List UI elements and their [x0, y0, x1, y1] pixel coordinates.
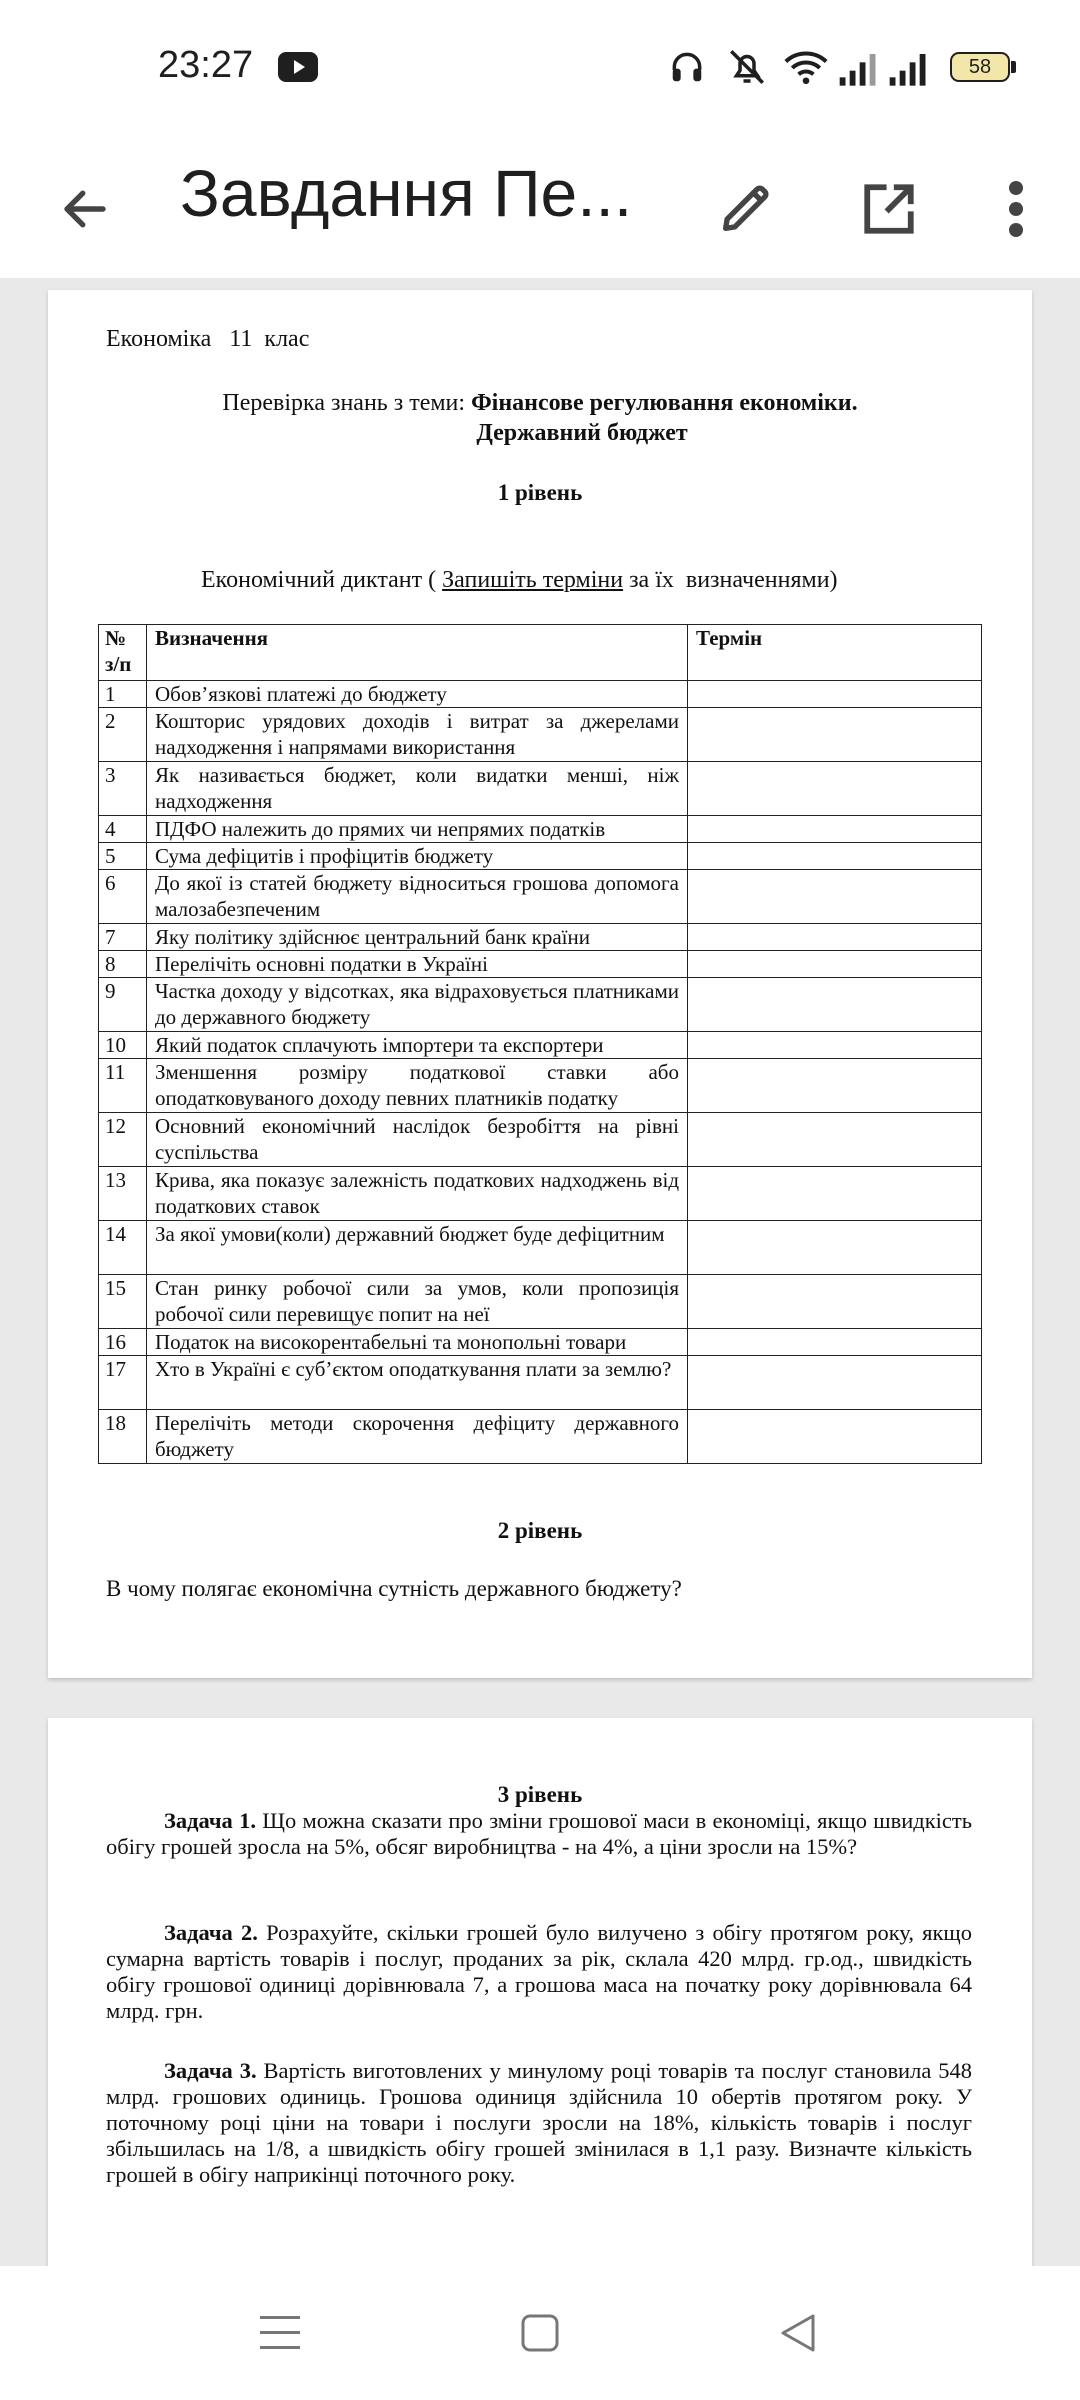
recent-apps-button[interactable] — [230, 2288, 330, 2378]
row-number: 17 — [99, 1356, 147, 1410]
table-row — [99, 1275, 982, 1329]
table-row — [99, 1221, 982, 1275]
level1-heading: 1 рівень — [497, 480, 583, 505]
row-term-cell — [688, 816, 982, 843]
row-number: 16 — [99, 1329, 147, 1356]
row-number: 18 — [99, 1410, 147, 1464]
signal-icon-1 — [838, 52, 878, 86]
level3-heading: 3 рівень — [497, 1782, 583, 1807]
row-term-cell — [688, 1032, 982, 1059]
row-term-cell — [688, 708, 982, 762]
open-external-button[interactable] — [844, 164, 934, 254]
level2-question: В чому полягає економічна сутність державного бюджету? — [106, 1576, 682, 1601]
task-2 — [106, 1920, 972, 2024]
table-row — [99, 708, 982, 762]
row-number: 4 — [99, 816, 147, 843]
row-number: 13 — [99, 1167, 147, 1221]
app-bar — [0, 130, 1080, 278]
row-term-cell — [688, 1275, 982, 1329]
status-bar — [0, 0, 1080, 130]
square-home-icon — [521, 2314, 559, 2352]
status-time: 23:27 — [158, 44, 254, 86]
row-definition: Частка доходу у відсотках, яка відраховується платниками до державного бюджету — [147, 978, 688, 1032]
table-row — [99, 1329, 982, 1356]
table-row — [99, 681, 982, 708]
col-num-header: № з/п — [99, 625, 147, 681]
back-nav-button[interactable] — [748, 2288, 848, 2378]
table-row — [99, 843, 982, 870]
row-term-cell — [688, 870, 982, 924]
task3-text: Вартість виготовлених у минулому році товарів та послуг становила 548 млрд. грошових одиниць. Грошова одиниця здійснила 10 обертів протягом року. У поточному році ціни на товари і послуги зросли на 18%, кількість товарів і послуг збільшилась на 1/8, а швидкість обігу грошей змінилася в 1,1 разу. Визначте кількість грошей в обігу наприкінці поточного року. — [106, 2058, 972, 2187]
table-row — [99, 951, 982, 978]
row-number: 15 — [99, 1275, 147, 1329]
silent-bell-icon — [726, 46, 768, 88]
row-definition: Зменшення розміру податкової ставки або оподатковуваного доходу певних платників податку — [147, 1059, 688, 1113]
row-number: 5 — [99, 843, 147, 870]
table-row — [99, 1167, 982, 1221]
row-definition: До якої із статей бюджету відноситься грошова допомога малозабезпеченим — [147, 870, 688, 924]
task2-text: Розрахуйте, скільки грошей було вилучено з обігу протягом року, якщо сумарна вартість товарів і послуг, проданих за рік, склала 420 млрд. гр.од., швидкість обігу грошової одиниці дорівнювала 7, а грошова маса на початку року дорівнювала 64 млрд. грн. — [106, 1920, 973, 2023]
row-term-cell — [688, 1113, 982, 1167]
doc-topic — [48, 388, 1032, 448]
row-number: 14 — [99, 1221, 147, 1275]
triangle-back-icon — [780, 2313, 816, 2353]
doc-header: Економіка 11 клас — [106, 326, 310, 352]
row-number: 11 — [99, 1059, 147, 1113]
more-vert-icon — [1006, 181, 1026, 237]
battery-icon — [950, 52, 1010, 82]
wifi-icon — [784, 48, 828, 86]
row-definition: Яку політику здійснює центральний банк країни — [147, 924, 688, 951]
table-row — [99, 762, 982, 816]
row-definition: Обов’язкові платежі до бюджету — [147, 681, 688, 708]
table-row — [99, 978, 982, 1032]
row-definition: Як називається бюджет, коли видатки менші, ніж надходження — [147, 762, 688, 816]
row-number: 1 — [99, 681, 147, 708]
menu-lines-icon — [260, 2314, 300, 2352]
row-number: 12 — [99, 1113, 147, 1167]
dictation-prefix: Економічний диктант ( — [201, 567, 443, 593]
row-term-cell — [688, 1329, 982, 1356]
back-arrow-icon — [58, 182, 112, 236]
task3-label: Задача 3. — [164, 2058, 257, 2083]
table-row — [99, 1113, 982, 1167]
battery-level: 58 — [968, 56, 992, 78]
row-number: 3 — [99, 762, 147, 816]
table-row — [99, 816, 982, 843]
table-row — [99, 924, 982, 951]
more-options-button[interactable] — [986, 164, 1046, 254]
topic-line2: Державний бюджет — [476, 420, 688, 446]
document-viewer[interactable] — [0, 278, 1080, 2266]
back-button[interactable] — [40, 164, 130, 254]
table-row — [99, 1032, 982, 1059]
col-definition-header: Визначення — [147, 625, 688, 681]
table-row — [99, 1356, 982, 1410]
pencil-icon — [716, 180, 774, 238]
table-row — [99, 1059, 982, 1113]
row-term-cell — [688, 1221, 982, 1275]
table-row — [99, 870, 982, 924]
dictation-underlined: Запишіть терміни — [442, 567, 624, 593]
row-definition: Кошторис урядових доходів і витрат за джерелами надходження і напрямами використання — [147, 708, 688, 762]
row-term-cell — [688, 1410, 982, 1464]
row-number: 10 — [99, 1032, 147, 1059]
edit-button[interactable] — [700, 164, 790, 254]
row-definition: Перелічіть основні податки в Україні — [147, 951, 688, 978]
row-number: 8 — [99, 951, 147, 978]
document-page-2 — [48, 1718, 1032, 2266]
col-term-header: Термін — [688, 625, 982, 681]
topic-line1: Фінансове регулювання економіки. — [471, 390, 858, 416]
signal-icon-2 — [888, 52, 928, 86]
row-definition: ПДФО належить до прямих чи непрямих податків — [147, 816, 688, 843]
row-number: 6 — [99, 870, 147, 924]
task-1 — [106, 1808, 972, 1860]
task1-label: Задача 1. — [164, 1808, 256, 1833]
table-row — [99, 1410, 982, 1464]
row-term-cell — [688, 843, 982, 870]
topic-prefix: Перевірка знань з теми: — [222, 390, 472, 416]
task2-label: Задача 2. — [164, 1920, 258, 1945]
row-definition: Крива, яка показує залежність податкових надходжень від податкових ставок — [147, 1167, 688, 1221]
dictation-instructions — [165, 540, 838, 621]
navigation-bar — [0, 2266, 1080, 2400]
row-term-cell — [688, 762, 982, 816]
row-term-cell — [688, 681, 982, 708]
row-term-cell — [688, 1356, 982, 1410]
home-button[interactable] — [490, 2288, 590, 2378]
row-term-cell — [688, 951, 982, 978]
headphones-icon — [668, 48, 706, 86]
row-term-cell — [688, 1059, 982, 1113]
task1-text: Що можна сказати про зміни грошової маси в економіці, якщо швидкість обігу грошей зросла на 5%, обсяг виробництва - на 4%, а ціни зросли на 15%? — [106, 1808, 973, 1859]
row-term-cell — [688, 978, 982, 1032]
youtube-icon — [278, 52, 318, 82]
row-term-cell — [688, 924, 982, 951]
table-header-row — [99, 625, 982, 681]
row-number: 9 — [99, 978, 147, 1032]
row-definition: За якої умови(коли) державний бюджет буде дефіцитним — [147, 1221, 688, 1275]
document-page-1 — [48, 290, 1032, 1678]
row-definition: Стан ринку робочої сили за умов, коли пропозиція робочої сили перевищує попит на неї — [147, 1275, 688, 1329]
open-in-new-icon — [860, 180, 918, 238]
row-definition: Який податок сплачують імпортери та експортери — [147, 1032, 688, 1059]
app-title: Завдання Пе... — [180, 156, 633, 230]
row-definition: Сума дефіцитів і профіцитів бюджету — [147, 843, 688, 870]
dictation-suffix: за їх визначеннями) — [623, 567, 838, 593]
row-number: 2 — [99, 708, 147, 762]
battery-tip — [1011, 61, 1016, 73]
row-definition: Податок на високорентабельні та монопольні товари — [147, 1329, 688, 1356]
row-term-cell — [688, 1167, 982, 1221]
row-number: 7 — [99, 924, 147, 951]
row-definition: Основний економічний наслідок безробіття на рівні суспільства — [147, 1113, 688, 1167]
dictation-table — [98, 624, 982, 1464]
row-definition: Перелічіть методи скорочення дефіциту державного бюджету — [147, 1410, 688, 1464]
level2-heading: 2 рівень — [497, 1518, 583, 1543]
task-3 — [106, 2058, 972, 2188]
row-definition: Хто в Україні є суб’єктом оподаткування плати за землю? — [147, 1356, 688, 1410]
